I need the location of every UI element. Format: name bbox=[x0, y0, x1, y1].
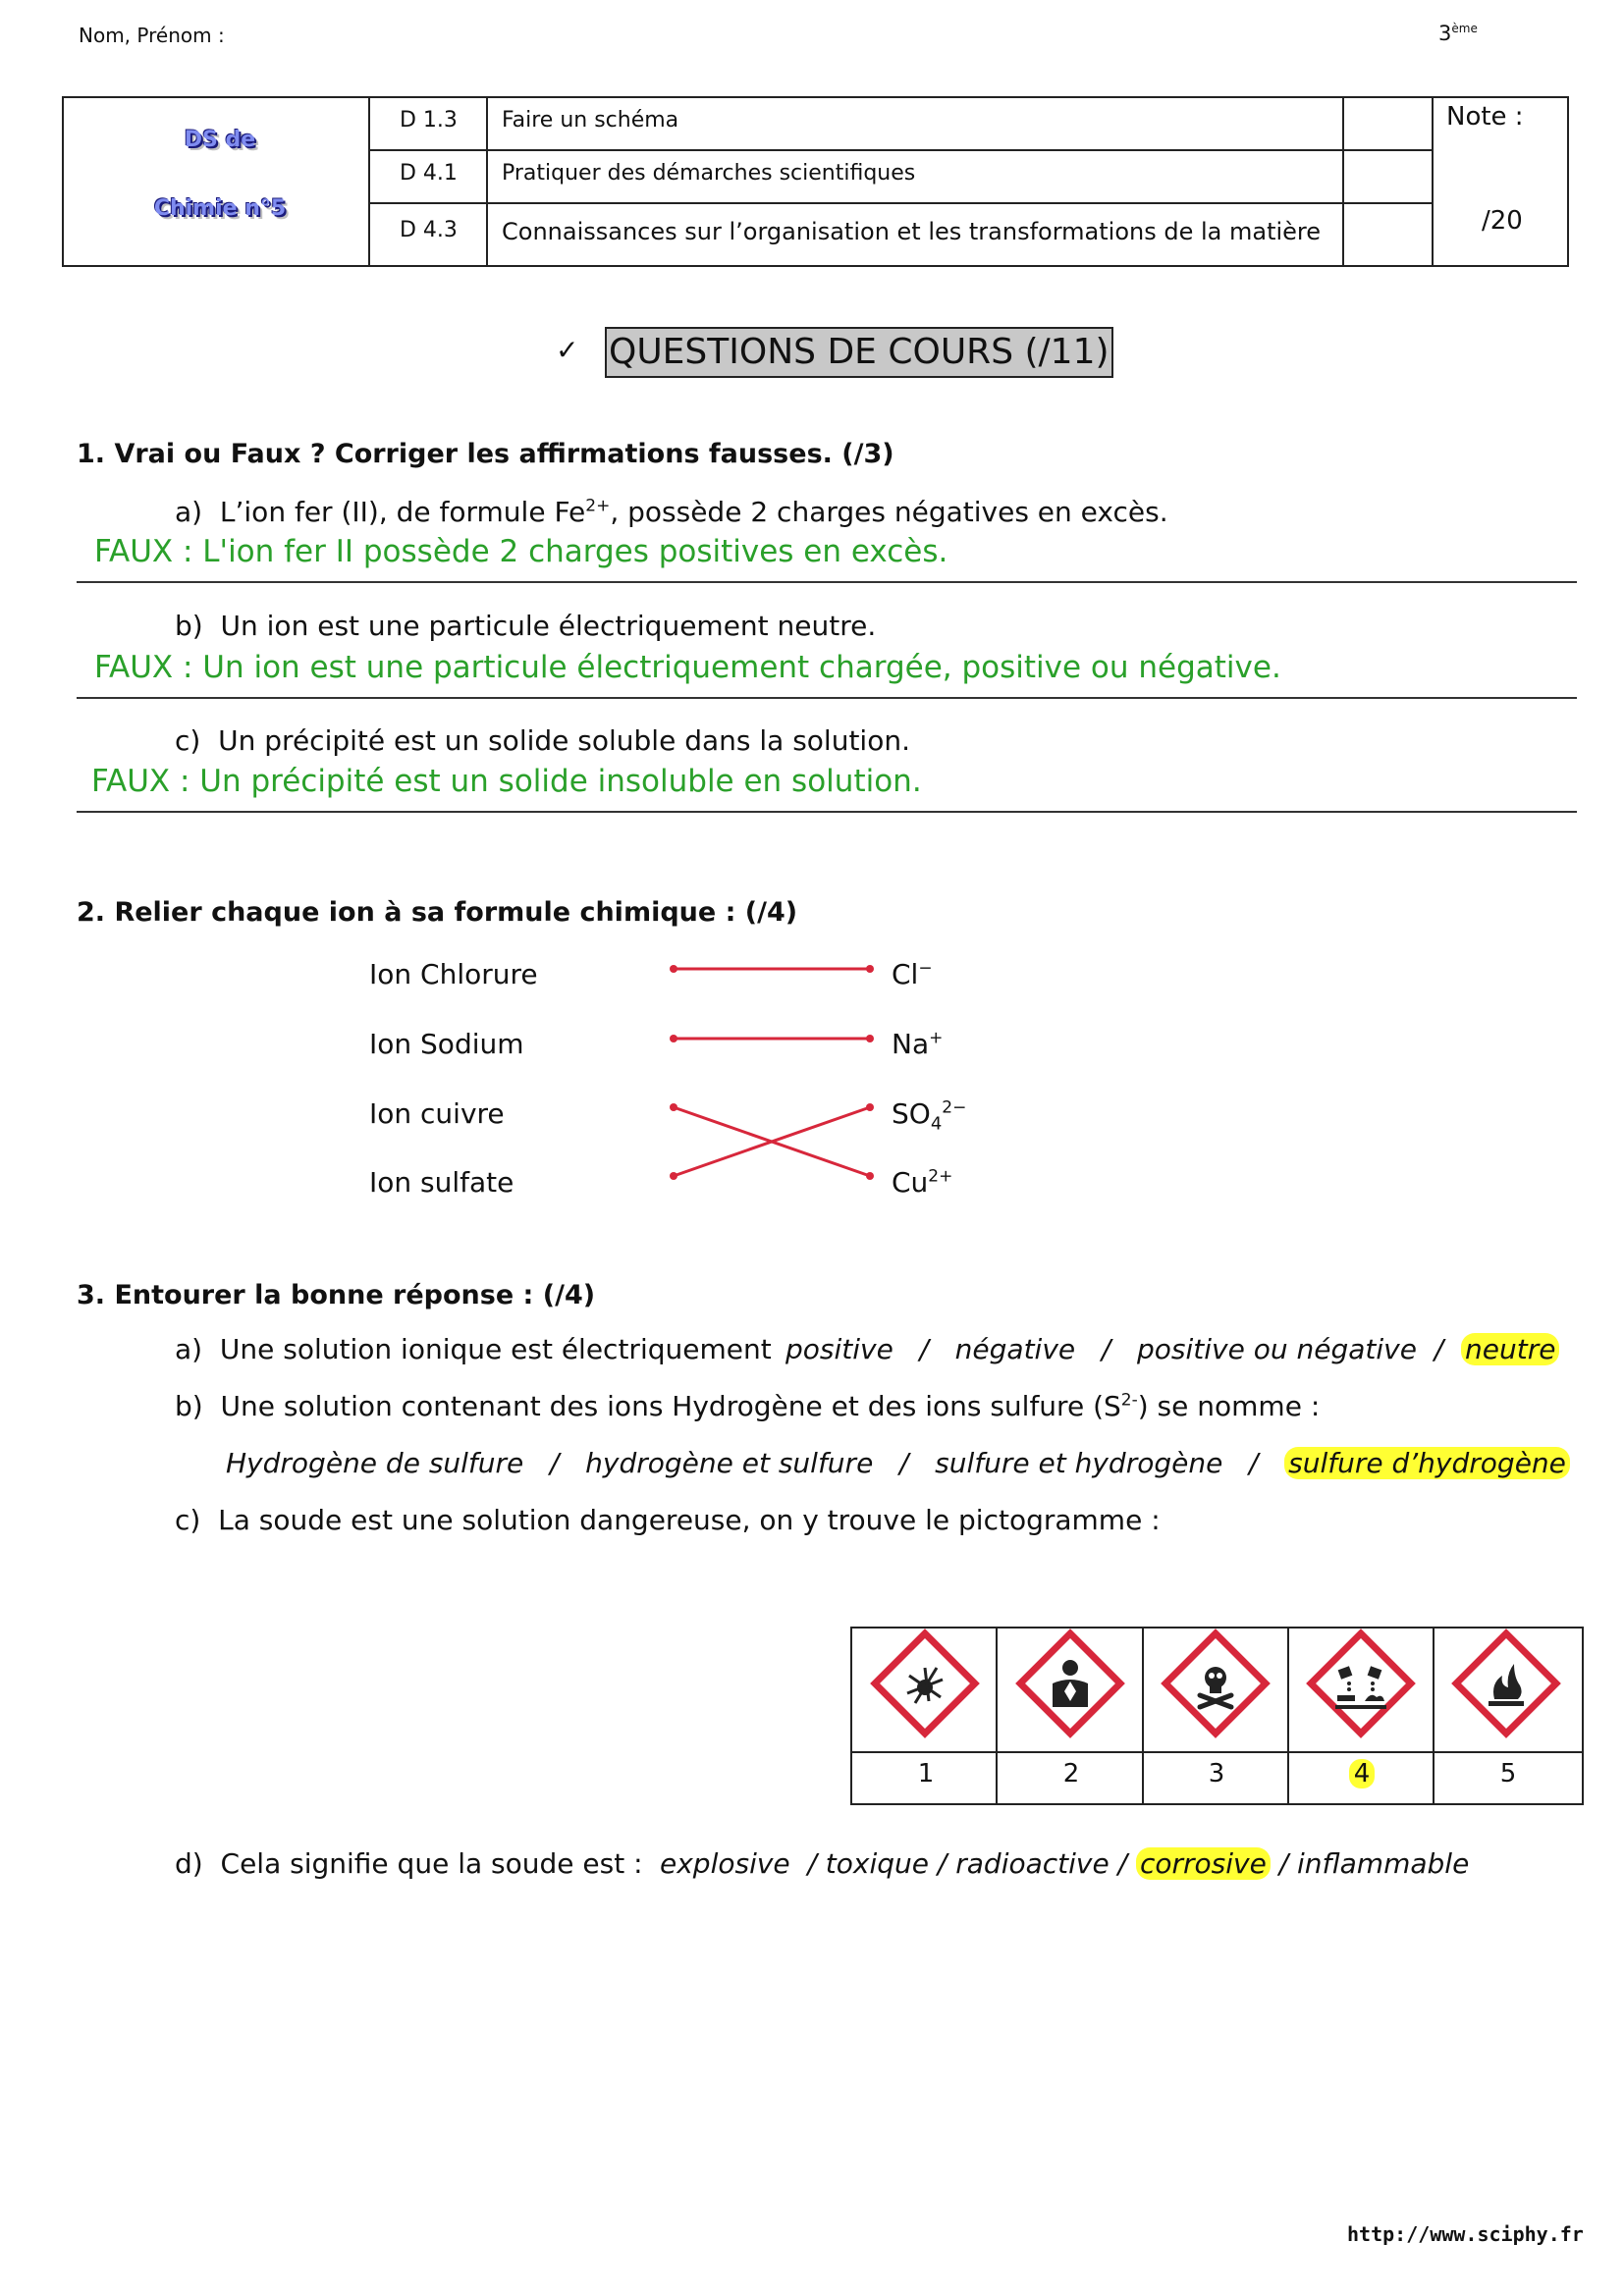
q1c-letter: c) bbox=[175, 724, 201, 757]
option[interactable]: toxique bbox=[825, 1847, 930, 1880]
q3a-options: positive / négative / positive ou négative / neutre bbox=[785, 1333, 1559, 1365]
formula-sup: 2+ bbox=[928, 1166, 953, 1187]
q3d-letter: d) bbox=[175, 1847, 203, 1880]
name-label: Nom, Prénom : bbox=[79, 24, 225, 47]
formula-base: SO bbox=[892, 1097, 931, 1130]
link-dot bbox=[670, 1172, 677, 1180]
q3b-text-before: Une solution contenant des ions Hydrogène et des ions sulfure (S bbox=[220, 1390, 1121, 1422]
option[interactable]: sulfure et hydrogène bbox=[935, 1447, 1223, 1479]
option-selected[interactable]: sulfure d’hydrogène bbox=[1284, 1447, 1570, 1479]
class-level-suffix: ème bbox=[1451, 22, 1478, 35]
ion-label: Ion cuivre bbox=[369, 1097, 505, 1130]
formula-sup: 2− bbox=[942, 1097, 967, 1118]
note-label: Note : bbox=[1446, 102, 1524, 132]
flammable-icon[interactable] bbox=[1456, 1633, 1556, 1734]
q1a-sup: 2+ bbox=[585, 496, 611, 516]
q3d-row bbox=[175, 1847, 643, 1880]
option[interactable]: hydrogène et sulfure bbox=[585, 1447, 874, 1479]
q3a-letter: a) bbox=[175, 1333, 203, 1365]
q3b-row bbox=[175, 1390, 1320, 1422]
option[interactable]: négative bbox=[954, 1333, 1076, 1365]
q1a-answer: FAUX : L'ion fer II possède 2 charges positives en excès. bbox=[94, 534, 948, 569]
formula-base: Cl bbox=[892, 958, 919, 990]
formula-base: Cu bbox=[892, 1166, 929, 1199]
q3a-text: Une solution ionique est électriquement bbox=[219, 1333, 772, 1365]
note-max: /20 bbox=[1482, 206, 1523, 236]
picto-number: 5 bbox=[1499, 1759, 1517, 1789]
option-selected[interactable]: neutre bbox=[1461, 1333, 1559, 1365]
check-icon: ✓ bbox=[556, 334, 579, 366]
competence-label: Connaissances sur l’organisation et les transformations de la matière bbox=[502, 218, 1322, 245]
class-level-number: 3 bbox=[1438, 22, 1452, 45]
link-dot bbox=[866, 1035, 874, 1042]
health-hazard-icon[interactable] bbox=[1020, 1633, 1120, 1734]
q3d-text: Cela signifie que la soude est : bbox=[220, 1847, 643, 1880]
competence-label: Pratiquer des démarches scientifiques bbox=[502, 161, 916, 186]
logo-line1: DS de bbox=[184, 128, 256, 152]
q1c-answer: FAUX : Un précipité est un solide insoluble en solution. bbox=[91, 764, 922, 799]
option[interactable]: positive bbox=[785, 1333, 893, 1365]
q3d-options: explosive / toxique / radioactive / corrosive / inflammable bbox=[660, 1847, 1470, 1880]
formula-base: Na bbox=[892, 1028, 930, 1060]
competence-code: D 4.3 bbox=[400, 218, 458, 242]
section-title: QUESTIONS DE COURS (/11) bbox=[605, 327, 1113, 378]
link-dot bbox=[670, 965, 677, 973]
pictogram-table bbox=[850, 1627, 1584, 1805]
q3b-text-after: ) se nomme : bbox=[1137, 1390, 1321, 1422]
competence-code: D 1.3 bbox=[400, 108, 458, 133]
link-dot bbox=[670, 1103, 677, 1111]
explosive-icon[interactable] bbox=[875, 1633, 975, 1734]
picto-number: 1 bbox=[917, 1759, 935, 1789]
q3c-text: La soude est une solution dangereuse, on y trouve le pictogramme : bbox=[218, 1504, 1161, 1536]
q1b-letter: b) bbox=[175, 610, 203, 642]
competence-label: Faire un schéma bbox=[502, 108, 679, 133]
ion-label: Ion sulfate bbox=[369, 1166, 514, 1199]
picto-number: 2 bbox=[1062, 1759, 1080, 1789]
q1a-letter: a) bbox=[175, 496, 203, 528]
q1c-text: Un précipité est un solide soluble dans la solution. bbox=[218, 724, 910, 757]
q3-title: 3. Entourer la bonne réponse : (/4) bbox=[77, 1280, 596, 1310]
option[interactable]: radioactive bbox=[955, 1847, 1110, 1880]
option[interactable]: inflammable bbox=[1297, 1847, 1470, 1880]
q3b-letter: b) bbox=[175, 1390, 203, 1422]
option[interactable]: explosive bbox=[660, 1847, 790, 1880]
corrosive-icon[interactable] bbox=[1311, 1633, 1411, 1734]
q3b-options: Hydrogène de sulfure / hydrogène et sulfure / sulfure et hydrogène / sulfure d’hydrogène bbox=[226, 1447, 1570, 1479]
competence-code: D 4.1 bbox=[400, 161, 458, 186]
option[interactable]: Hydrogène de sulfure bbox=[226, 1447, 524, 1479]
link-dot bbox=[866, 1103, 874, 1111]
footer-url[interactable]: http://www.sciphy.fr bbox=[1347, 2222, 1584, 2246]
logo-line2: Chimie n°5 bbox=[153, 196, 287, 221]
picto-number-selected: 4 bbox=[1349, 1759, 1375, 1789]
link-dot bbox=[670, 1035, 677, 1042]
link-dot bbox=[866, 965, 874, 973]
formula-sup: − bbox=[918, 958, 933, 979]
option-selected[interactable]: corrosive bbox=[1136, 1847, 1271, 1880]
q1a-text-after: , possède 2 charges négatives en excès. bbox=[610, 496, 1168, 528]
q3a-row bbox=[175, 1333, 772, 1365]
q1b-text: Un ion est une particule électriquement neutre. bbox=[220, 610, 877, 642]
q1b-answer: FAUX : Un ion est une particule électriquement chargée, positive ou négative. bbox=[94, 650, 1281, 685]
toxic-skull-icon[interactable] bbox=[1165, 1633, 1266, 1734]
formula-sub: 4 bbox=[930, 1113, 943, 1135]
q1-title: 1. Vrai ou Faux ? Corriger les affirmations fausses. (/3) bbox=[77, 439, 894, 469]
q3c-row bbox=[175, 1504, 1161, 1536]
option[interactable]: positive ou négative bbox=[1136, 1333, 1417, 1365]
q1a-text-before: L’ion fer (II), de formule Fe bbox=[219, 496, 586, 528]
q2-title: 2. Relier chaque ion à sa formule chimique : (/4) bbox=[77, 897, 798, 928]
link-dot bbox=[866, 1172, 874, 1180]
picto-number: 3 bbox=[1208, 1759, 1225, 1789]
ion-label: Ion Sodium bbox=[369, 1028, 524, 1060]
q3c-letter: c) bbox=[175, 1504, 201, 1536]
ion-label: Ion Chlorure bbox=[369, 958, 538, 990]
q3b-sup: 2- bbox=[1120, 1390, 1138, 1411]
formula-sup: + bbox=[929, 1028, 944, 1048]
